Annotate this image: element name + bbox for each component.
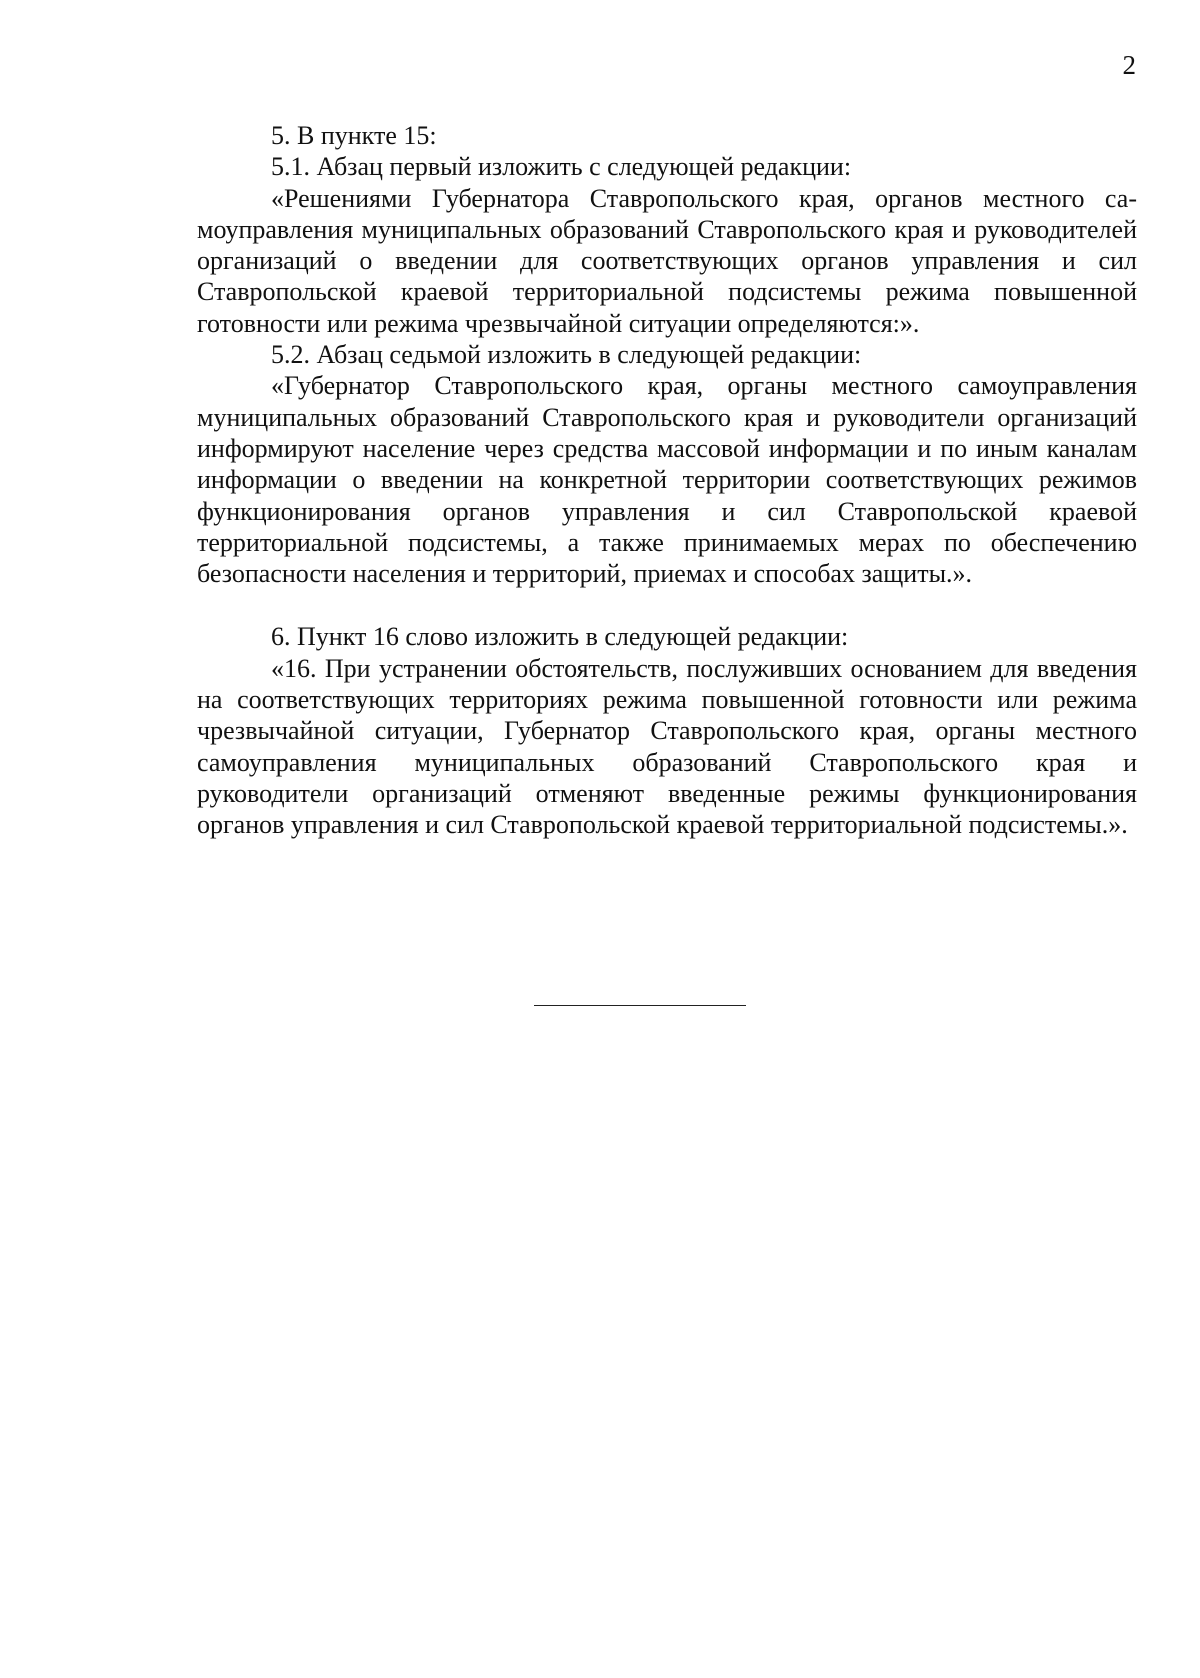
document-body xyxy=(197,120,1137,841)
paragraph-gap xyxy=(197,589,1137,621)
item-5-heading: 5. В пункте 15: xyxy=(271,121,437,150)
item-6-text: «16. При устранении обстоятельств, послуживших основанием для введения на соответствующих территориях режима повышенной готовности или режима чрезвычайной ситуации, Губернатор Ставропольского края, органы местного самоуправления муниципальных образований Ставропольского края и руководители организаций отменяют введенные режимы функционирования органов управления и сил Ставропольской краевой территориальной подсистемы.». xyxy=(197,653,1137,840)
page-number: 2 xyxy=(1122,50,1136,80)
item-5-1-heading: 5.1. Абзац первый изложить с следующей редакции: xyxy=(271,152,852,182)
item-5-2-heading: 5.2. Абзац седьмой изложить в следующей редакции: xyxy=(271,340,862,370)
end-of-text-rule xyxy=(534,1005,746,1006)
item-6-heading: 6. Пункт 16 слово изложить в следующей редакции: xyxy=(271,622,849,652)
item-5-1-text: «Решениями Губернатора Ставропольского края, органов местного самоуправления муниципальных образований Ставропольского края и руководителей организаций о введении для соответствующих органов управления и сил Ставропольской краевой территориальной подсистемы режима повышенной готовности или режима чрезвычайной ситуации определяются:». xyxy=(197,183,1137,338)
item-5-2-text: «Губернатор Ставропольского края, органы местного самоуправления муниципальных образований Ставропольского края и руководители организаций информируют население через средства массовой информации и по иным каналам информации о введении на конкретной территории соответствующих режимов функционирования органов управления и сил Ставропольской краевой территориальной подсистемы, а также принимаемых мерах по обеспечению безопасности населения и территорий, приемах и способах защиты.». xyxy=(197,371,1137,589)
